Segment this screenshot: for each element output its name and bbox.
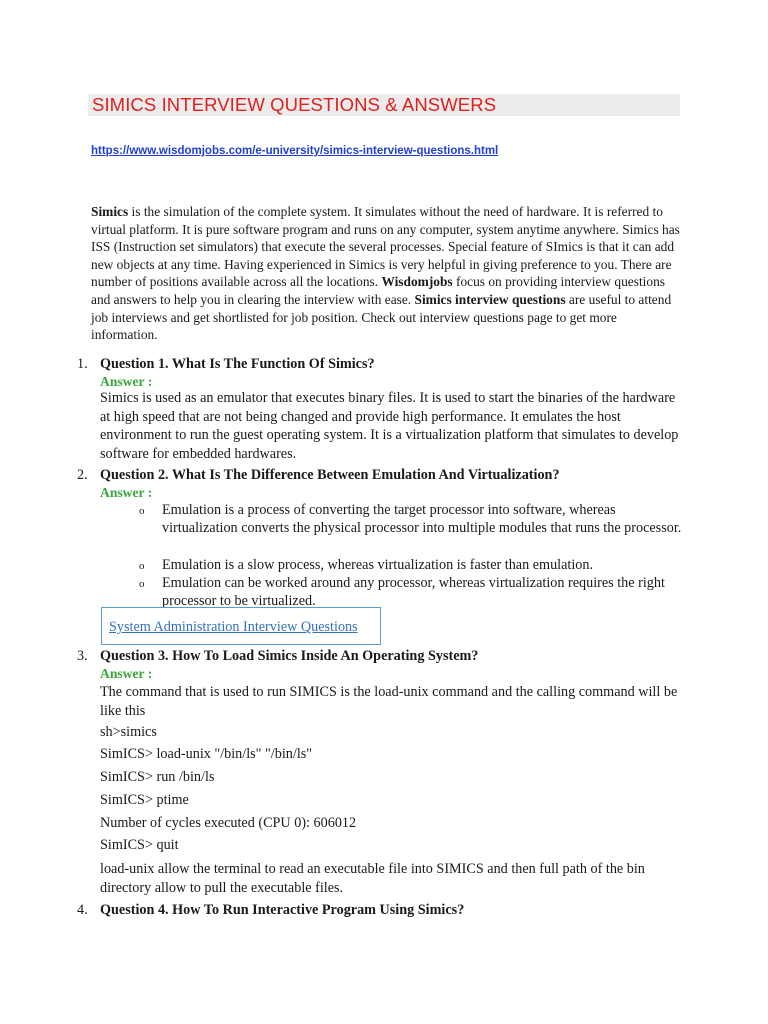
page-title: SIMICS INTERVIEW QUESTIONS & ANSWERS <box>92 94 497 115</box>
intro-bold-simics-interview-questions: Simics interview questions <box>414 291 566 307</box>
source-link[interactable]: https://www.wisdomjobs.com/e-university/simics-interview-questions.html <box>91 145 499 157</box>
system-administration-link[interactable]: System Administration Interview Questions <box>109 619 358 635</box>
intro-bold-wisdomjobs: Wisdomjobs <box>381 274 453 290</box>
question-2-bullet-1: Emulation is a process of converting the target processor into software, whereas virtualization converts the physical processor into multiple modules that runs the processor. <box>162 502 682 536</box>
intro-text-2: focus on providing interview questions and answers to help you in clearing the interview with ease. <box>91 274 666 307</box>
question-4-title: Question 4. How To Run Interactive Program Using Simics? <box>100 902 465 918</box>
question-2-title: Question 2. What Is The Difference Between Emulation And Virtualization? <box>100 467 560 483</box>
question-3-intro: The command that is used to run SIMICS is the load-unix command and the calling command will be like this <box>100 684 678 719</box>
related-link-box <box>101 607 381 645</box>
question-2-bullet-3: Emulation can be worked around any processor, whereas virtualization requires the right processor to be virtualized. <box>162 575 665 609</box>
intro-bold-simics: Simics <box>91 204 129 219</box>
question-3-answer-label: Answer : <box>100 666 153 681</box>
question-2-answer-label: Answer : <box>100 485 153 500</box>
question-3-outro: load-unix allow the terminal to read an executable file into SIMICS and then full path of the bin directory allow to pull the executable files. <box>100 861 645 896</box>
question-3-number: 3. <box>77 648 88 664</box>
question-1-answer-label: Answer : <box>100 374 153 389</box>
command-line: SimICS> quit <box>100 837 179 853</box>
question-2-number: 2. <box>77 467 88 483</box>
question-2-bullet-2: Emulation is a slow process, whereas virtualization is faster than emulation. <box>162 557 594 573</box>
command-line: SimICS> load-unix "/bin/ls" "/bin/ls" <box>100 746 313 762</box>
intro-text-1: is the simulation of the complete system. It simulates without the need of hardware. It is referred to virtual platform. It is pure software program and runs on any computer, system anytime anywhere. Simics has ISS (Instruction set simulators) that execute the several processes. Special feature of SImics is that it can add new objects at any time. Having experienced in Simics is very helpful in giving preference to you. There are number of positions available across all the locations. <box>91 204 680 290</box>
bullet-marker-1: o <box>139 505 145 517</box>
intro-paragraph <box>91 203 683 344</box>
command-line: sh>simics <box>100 724 157 740</box>
bullet-marker-2: o <box>139 560 145 572</box>
question-1-title: Question 1. What Is The Function Of Simics? <box>100 356 375 372</box>
intro-text-3: are useful to attend job interviews and get shortlisted for job position. Check out interview questions page to get more information. <box>91 291 672 343</box>
command-line: SimICS> ptime <box>100 792 189 808</box>
question-4-number: 4. <box>77 902 88 918</box>
question-1-number: 1. <box>77 356 88 372</box>
title-banner <box>88 94 680 116</box>
bullet-marker-3: o <box>139 578 145 590</box>
question-1-answer: Simics is used as an emulator that executes binary files. It is used to start the binaries of the hardware at high speed that are not being changed and provide high performance. It emulates the host environment to run the guest operating system. It is a virtualization platform that simulates to develop software for embedded hardwares. <box>100 390 679 462</box>
question-3-title: Question 3. How To Load Simics Inside An Operating System? <box>100 648 479 664</box>
command-line: SimICS> run /bin/ls <box>100 769 215 785</box>
command-line: Number of cycles executed (CPU 0): 606012 <box>100 815 357 831</box>
